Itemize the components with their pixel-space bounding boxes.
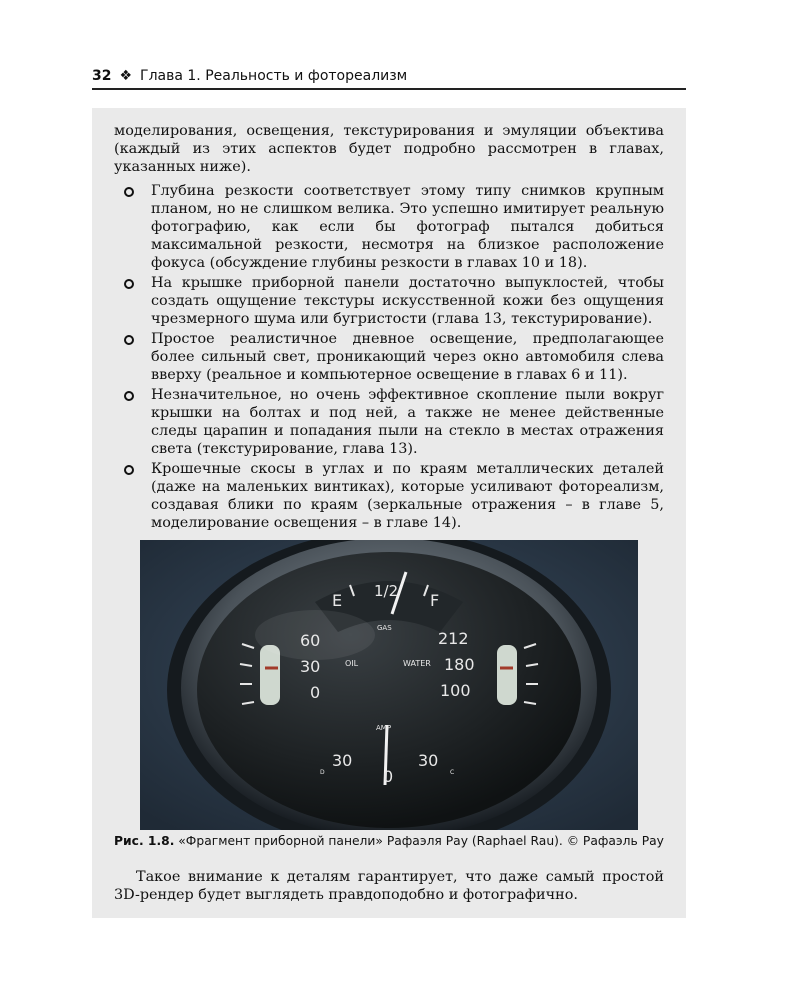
amp-zero-label: 0 <box>383 767 394 786</box>
list-item-text: Незначительное, но очень эффективное скопление пыли вокруг крышки на болтах и под ней, а также не менее действенные следы царапин и попадания пыли на стекло в местах отражения света (текстурирование, глава 13). <box>151 387 664 457</box>
list-item-text: Крошечные скосы в углах и по краям металлических деталей (даже на маленьких винтиках), которые усиливают фотореализм, создавая блики по краям (зеркальные отражения – в главе 5, моделирование освещения – в главе 14). <box>151 461 664 531</box>
header-rule <box>92 88 686 90</box>
amp-left-label: 30 <box>332 751 353 770</box>
list-item-text: Простое реалистичное дневное освещение, предполагающее более сильный свет, проникающий через окно автомобиля слева вверху (реальное и компьютерное освещение в главах 6 и 11). <box>151 331 664 383</box>
water-mid-label: 180 <box>444 655 475 674</box>
fuel-gauge-name: GAS <box>377 624 392 632</box>
amp-d-label: D <box>320 769 325 776</box>
bullet-list <box>114 182 664 534</box>
fuel-half-label: 1/2 <box>374 582 399 600</box>
chapter-title: Глава 1. Реальность и фотореализм <box>140 68 408 84</box>
list-item <box>114 386 664 458</box>
figure-number: Рис. 1.8. <box>114 834 175 848</box>
circle-bullet-icon <box>124 391 134 401</box>
amp-right-label: 30 <box>418 751 439 770</box>
fuel-full-label: F <box>430 591 440 610</box>
amp-c-label: C <box>450 769 455 776</box>
oil-high-label: 60 <box>300 631 321 650</box>
diamond-separator-icon: ❖ <box>119 68 133 84</box>
oil-mid-label: 30 <box>300 657 321 676</box>
fuel-empty-label: E <box>332 591 343 610</box>
running-header <box>92 64 686 88</box>
oil-low-label: 0 <box>310 683 321 702</box>
circle-bullet-icon <box>124 279 134 289</box>
circle-bullet-icon <box>124 187 134 197</box>
list-item <box>114 274 664 328</box>
list-item <box>114 330 664 384</box>
circle-bullet-icon <box>124 335 134 345</box>
list-item-text: На крышке приборной панели достаточно выпуклостей, чтобы создать ощущение текстуры искусственной кожи без ощущения чрезмерного шума или бугристости (глава 13, текстурирование). <box>151 275 664 327</box>
oil-gauge-name: OIL <box>345 659 359 668</box>
figure-caption <box>92 834 686 848</box>
intro-paragraph: моделирования, освещения, текстурирования и эмуляции объектива (каждый из этих аспектов будет подробно рассмотрен в главах, указанных ниже). <box>114 123 664 175</box>
closing-paragraph: Такое внимание к деталям гарантирует, что даже самый простой 3D-рендер будет выглядеть правдоподобно и фотографично. <box>114 869 664 903</box>
water-low-label: 100 <box>440 681 471 700</box>
water-high-label: 212 <box>438 629 469 648</box>
figure-caption-text: «Фрагмент приборной панели» Рафаэля Рау (Raphael Rau). © Рафаэль Рау <box>174 834 664 848</box>
list-item-text: Глубина резкости соответствует этому типу снимков крупным планом, но не слишком велика. Это успешно имитирует реальную фотографию, как если бы фотограф пытался добиться максимальной резкости, несмотря на близкое расположение фокуса (обсуждение глубины резкости в главах 10 и 18). <box>151 183 664 271</box>
water-scale-strip <box>497 645 517 705</box>
amp-gauge-name: AMP <box>376 724 392 732</box>
circle-bullet-icon <box>124 465 134 475</box>
list-item <box>114 182 664 272</box>
page-number: 32 <box>92 68 112 84</box>
dashboard-gauge-photo <box>140 540 638 830</box>
list-item <box>114 460 664 532</box>
page-content-area <box>92 108 686 918</box>
water-gauge-name: WATER <box>403 659 431 668</box>
